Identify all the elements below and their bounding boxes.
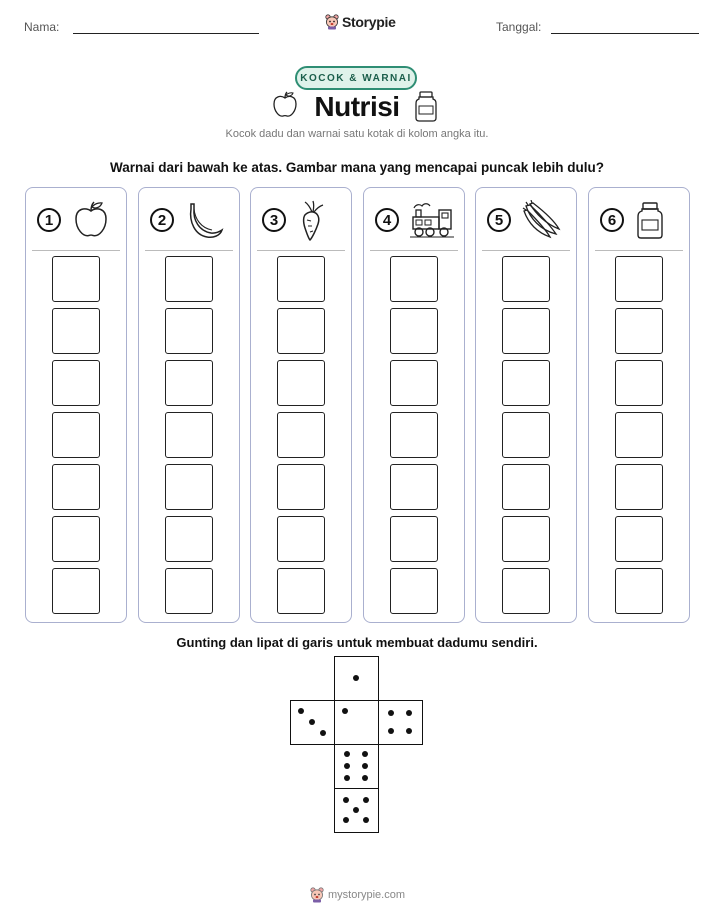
column-divider <box>482 250 570 251</box>
die-pip <box>298 708 304 714</box>
color-box[interactable] <box>502 412 550 458</box>
color-box[interactable] <box>502 308 550 354</box>
column-1 <box>25 187 127 623</box>
jar-icon <box>635 200 665 240</box>
date-line[interactable] <box>551 20 699 34</box>
column-number: 4 <box>375 208 399 232</box>
color-box[interactable] <box>52 256 100 302</box>
page-title: Nutrisi <box>314 91 400 122</box>
column-divider <box>595 250 683 251</box>
color-box[interactable] <box>615 308 663 354</box>
die-pip <box>406 710 412 716</box>
color-box[interactable] <box>390 464 438 510</box>
die-pip <box>343 817 349 823</box>
color-box[interactable] <box>390 256 438 302</box>
column-divider <box>257 250 345 251</box>
die-pip <box>362 775 368 781</box>
color-box[interactable] <box>615 516 663 562</box>
color-box[interactable] <box>52 464 100 510</box>
color-box[interactable] <box>165 256 213 302</box>
color-box[interactable] <box>615 568 663 614</box>
color-box[interactable] <box>277 516 325 562</box>
die-pip <box>344 763 350 769</box>
color-box[interactable] <box>52 516 100 562</box>
color-box[interactable] <box>52 412 100 458</box>
die-pip <box>343 797 349 803</box>
column-3 <box>250 187 352 623</box>
die-pip <box>309 719 315 725</box>
die-face-1-top <box>334 656 379 701</box>
green-beans-icon <box>522 200 562 240</box>
color-box[interactable] <box>52 360 100 406</box>
brand-logo <box>325 14 396 30</box>
column-number: 2 <box>150 208 174 232</box>
die-pip <box>362 763 368 769</box>
die-pip <box>406 728 412 734</box>
storypie-mascot-icon <box>310 887 324 903</box>
banana-icon <box>185 200 225 240</box>
train-icon <box>410 200 454 240</box>
color-box[interactable] <box>615 464 663 510</box>
name-field <box>24 20 259 34</box>
subtitle: Kocok dadu dan warnai satu kotak di kolom angka itu. <box>225 128 489 140</box>
color-box[interactable] <box>502 360 550 406</box>
column-number: 5 <box>487 208 511 232</box>
color-box[interactable] <box>52 308 100 354</box>
die-pip <box>353 807 359 813</box>
die-pip <box>342 708 348 714</box>
die-pip <box>344 775 350 781</box>
color-box[interactable] <box>52 568 100 614</box>
die-face-1-center <box>334 700 379 745</box>
die-pip <box>363 797 369 803</box>
column-number: 1 <box>37 208 61 232</box>
color-box[interactable] <box>615 256 663 302</box>
color-box[interactable] <box>165 360 213 406</box>
carrot-icon <box>297 200 327 242</box>
brand-name: Storypie <box>342 14 396 30</box>
die-face-4 <box>378 700 423 745</box>
instruction-text: Warnai dari bawah ke atas. Gambar mana yang mencapai puncak lebih dulu? <box>110 160 604 175</box>
die-pip <box>362 751 368 757</box>
color-box[interactable] <box>615 360 663 406</box>
footer-url[interactable]: mystorypie.com <box>328 889 406 901</box>
column-divider <box>370 250 458 251</box>
color-box[interactable] <box>277 464 325 510</box>
column-5 <box>475 187 577 623</box>
apple-icon <box>72 200 110 240</box>
color-box[interactable] <box>277 256 325 302</box>
footer <box>310 887 405 903</box>
jar-icon <box>413 90 439 122</box>
die-face-5 <box>334 788 379 833</box>
color-box[interactable] <box>165 412 213 458</box>
color-box[interactable] <box>165 516 213 562</box>
storypie-mascot-icon <box>325 14 339 30</box>
die-pip <box>363 817 369 823</box>
die-pip <box>353 675 359 681</box>
name-line[interactable] <box>73 20 259 34</box>
color-box[interactable] <box>502 568 550 614</box>
color-box[interactable] <box>277 308 325 354</box>
color-box[interactable] <box>165 464 213 510</box>
cut-instruction: Gunting dan lipat di garis untuk membuat dadumu sendiri. <box>176 635 538 650</box>
die-face-3 <box>290 700 335 745</box>
date-label: Tanggal: <box>496 20 542 34</box>
column-divider <box>145 250 233 251</box>
activity-badge: KOCOK & WARNAI <box>295 66 417 90</box>
die-pip <box>344 751 350 757</box>
color-box[interactable] <box>277 412 325 458</box>
date-field <box>496 20 699 34</box>
column-number: 6 <box>600 208 624 232</box>
column-4 <box>363 187 465 623</box>
color-box[interactable] <box>502 516 550 562</box>
column-number: 3 <box>262 208 286 232</box>
color-box[interactable] <box>390 308 438 354</box>
die-pip <box>320 730 326 736</box>
color-box[interactable] <box>165 568 213 614</box>
die-pip <box>388 710 394 716</box>
die-pip <box>388 728 394 734</box>
color-box[interactable] <box>615 412 663 458</box>
die-face-6 <box>334 744 379 789</box>
column-2 <box>138 187 240 623</box>
column-6 <box>588 187 690 623</box>
column-divider <box>32 250 120 251</box>
color-box[interactable] <box>165 308 213 354</box>
color-box[interactable] <box>502 256 550 302</box>
color-box[interactable] <box>390 412 438 458</box>
color-box[interactable] <box>390 516 438 562</box>
color-box[interactable] <box>390 360 438 406</box>
color-box[interactable] <box>502 464 550 510</box>
color-box[interactable] <box>390 568 438 614</box>
color-box[interactable] <box>277 568 325 614</box>
name-label: Nama: <box>24 20 60 34</box>
color-box[interactable] <box>277 360 325 406</box>
